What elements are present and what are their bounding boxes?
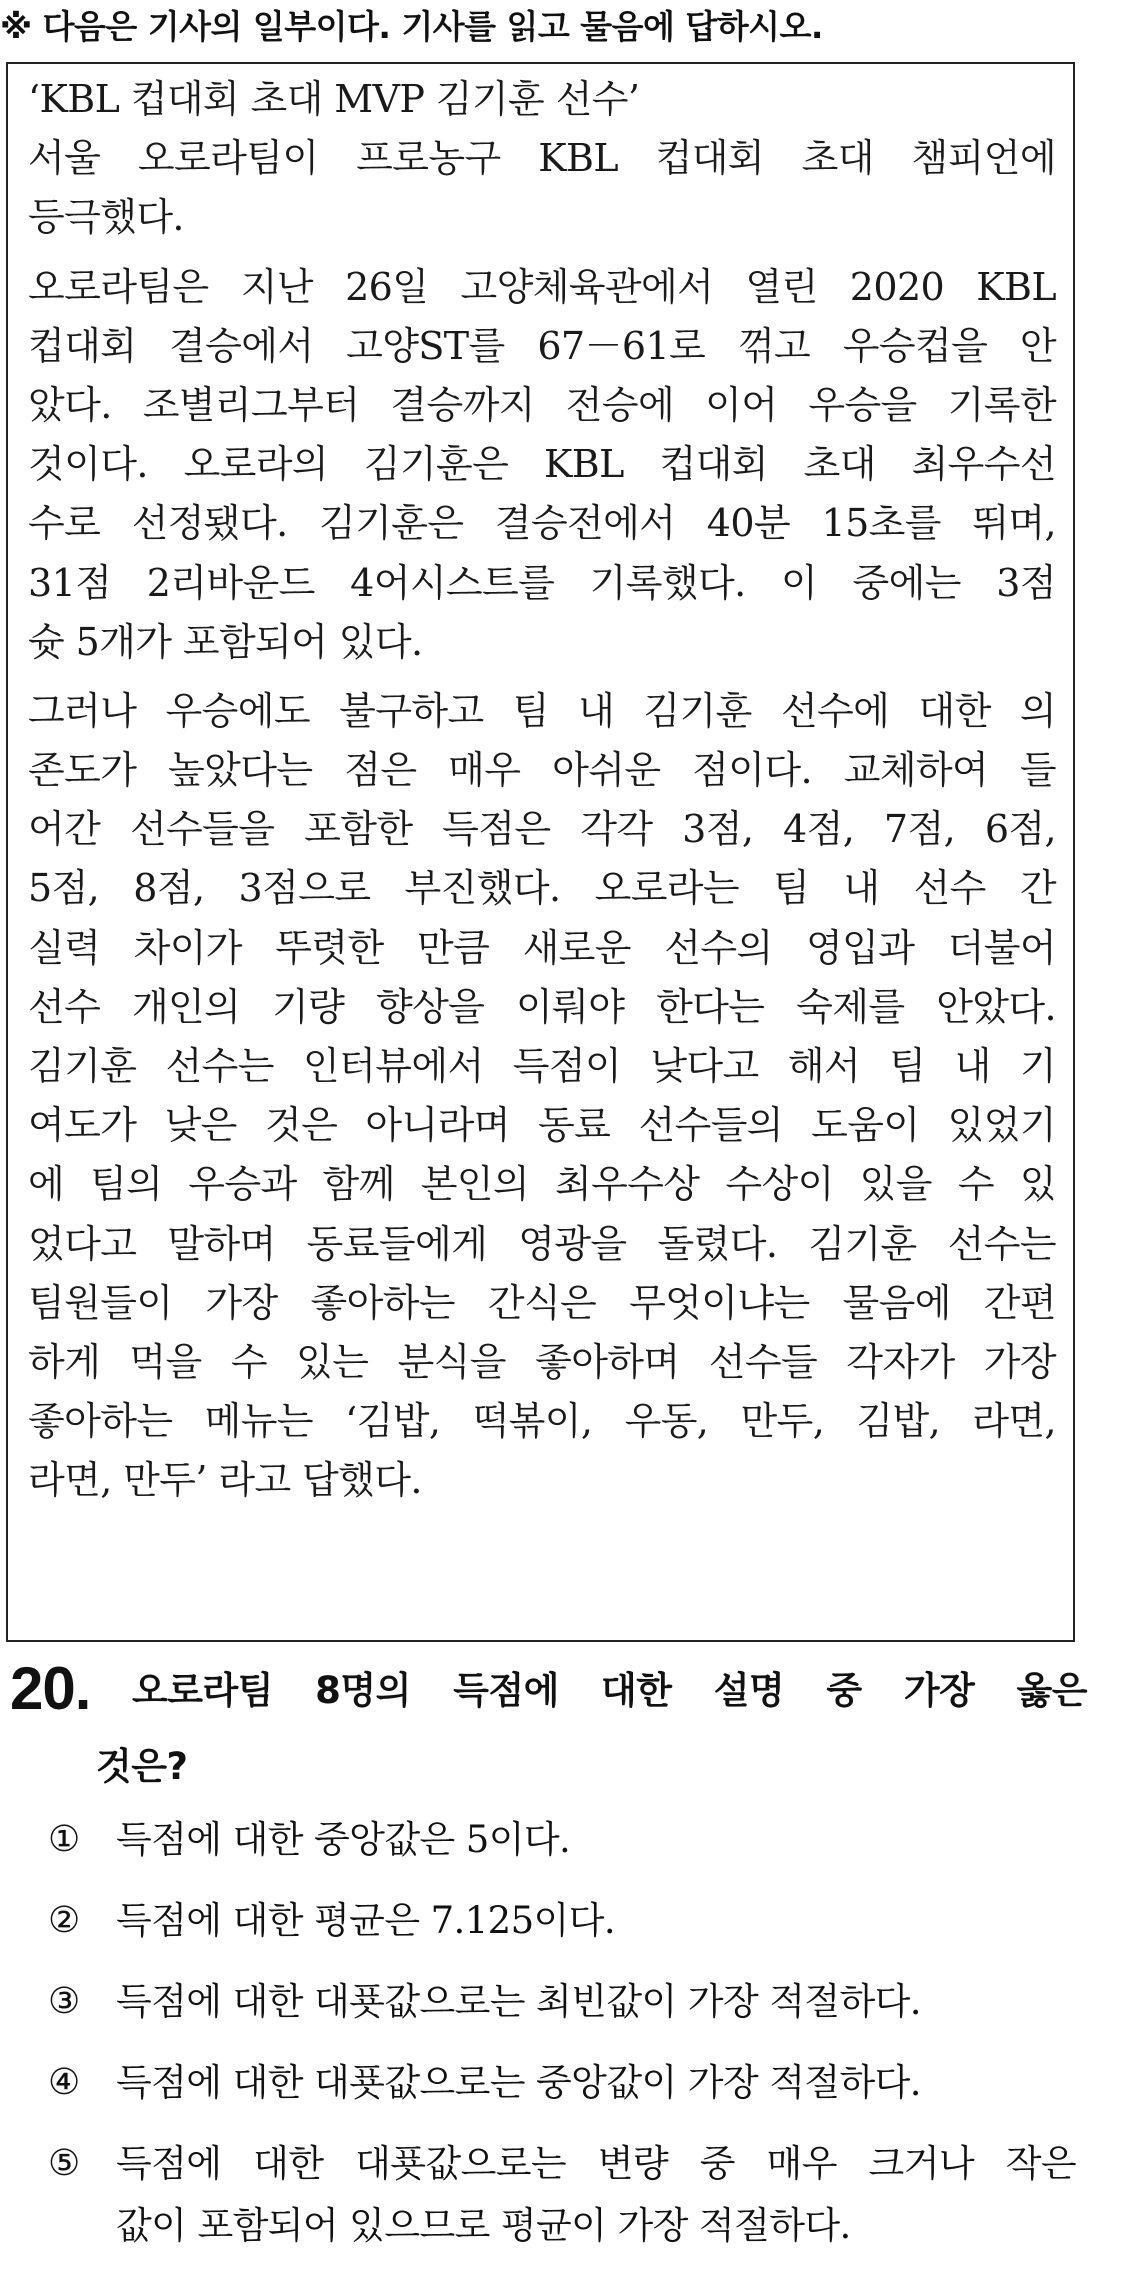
choice-text: 득점에 대한 대푯값으로는 중앙값이 가장 적절하다. [116, 2061, 921, 2104]
choice-text-line: 득점에 대한 대푯값으로는 변량 중 매우 크거나 작은 [116, 2142, 1076, 2185]
article-line: 5점, 8점, 3점으로 부진했다. 오로라는 팀 내 선수 간 [28, 866, 1056, 911]
article-line: 존도가 높았다는 점은 매우 아쉬운 점이다. 교체하여 들 [28, 748, 1056, 793]
article-line: 서울 오로라팀이 프로농구 KBL 컵대회 초대 챔피언에 [28, 136, 1056, 181]
article-line: 선수 개인의 기량 향상을 이뤄야 한다는 숙제를 안았다. [28, 984, 1056, 1029]
choice-2[interactable] [48, 1891, 1078, 1972]
question-stem-line: 오로라팀 8명의 득점에 대한 설명 중 가장 옳은 [132, 1669, 1087, 1712]
article-line: 팀원들이 가장 좋아하는 간식은 무엇이냐는 물음에 간편 [28, 1280, 1056, 1325]
article-line: 라면, 만두’ 라고 답했다. [28, 1458, 422, 1503]
article-line: 김기훈 선수는 인터뷰에서 득점이 낮다고 해서 팀 내 기 [28, 1044, 1056, 1088]
article-line: 등극했다. [28, 195, 184, 240]
article-line: 슛 5개가 포함되어 있다. [28, 619, 423, 664]
choice-text: 득점에 대한 대푯값으로는 최빈값이 가장 적절하다. [116, 1980, 921, 2023]
choice-1[interactable] [48, 1810, 1078, 1891]
article-line: 하게 먹을 수 있는 분식을 좋아하며 선수들 각자가 가장 [28, 1339, 1056, 1384]
choice-text-line: 값이 포함되어 있으므로 평균이 가장 적절하다. [116, 2204, 851, 2247]
choice-number: ⑤ [48, 2143, 81, 2184]
article-line: 어간 선수들을 포함한 득점은 각각 3점, 4점, 7점, 6점, [28, 807, 1056, 852]
article-line: 컵대회 결승에서 고양ST를 67－61로 꺾고 우승컵을 안 [28, 323, 1056, 368]
question-stem-line: 것은? [96, 1745, 188, 1788]
choice-3[interactable] [48, 1972, 1078, 2053]
question-stem [96, 1658, 1087, 1810]
choice-number: ① [48, 1819, 81, 1860]
question-number: 20. [10, 1655, 91, 1722]
choice-number: ② [48, 1900, 81, 1941]
choice-number: ④ [48, 2062, 81, 2103]
choice-5[interactable] [48, 2134, 1078, 2274]
choice-text: 득점에 대한 중앙값은 5이다. [116, 1818, 571, 1861]
article-text [28, 70, 1056, 1511]
article-line: 았다. 조별리그부터 결승까지 전승에 이어 우승을 기록한 [28, 382, 1056, 427]
choice-number: ③ [48, 1981, 81, 2022]
article-box [6, 62, 1075, 1642]
article-line: 좋아하는 메뉴는 ‘김밥, 떡볶이, 우동, 만두, 김밥, 라면, [28, 1399, 1056, 1444]
article-line: 었다고 말하며 동료들에게 영광을 돌렸다. 김기훈 선수는 [28, 1221, 1056, 1266]
article-line: 실력 차이가 뚜렷한 만큼 새로운 선수의 영입과 더불어 [28, 925, 1056, 970]
choice-4[interactable] [48, 2053, 1078, 2134]
answer-choices [48, 1810, 1078, 2274]
instruction-text: ※ 다음은 기사의 일부이다. 기사를 읽고 물음에 답하시오. [0, 7, 823, 46]
article-line: 오로라팀은 지난 26일 고양체육관에서 열린 2020 KBL [28, 264, 1056, 309]
article-line: 것이다. 오로라의 김기훈은 KBL 컵대회 초대 최우수선 [28, 442, 1056, 487]
choice-text: 득점에 대한 평균은 7.125이다. [116, 1899, 615, 1942]
article-line: 에 팀의 우승과 함께 본인의 최우수상 수상이 있을 수 있 [28, 1162, 1056, 1207]
article-line: 수로 선정됐다. 김기훈은 결승전에서 40분 15초를 뛰며, [28, 501, 1056, 546]
article-line: 여도가 낮은 것은 아니라며 동료 선수들의 도움이 있었기 [28, 1103, 1056, 1148]
article-title: ‘KBL 컵대회 초대 MVP 김기훈 선수’ [28, 77, 640, 121]
choice-text [116, 2134, 1076, 2258]
article-line: 그러나 우승에도 불구하고 팀 내 김기훈 선수에 대한 의 [28, 688, 1056, 733]
article-line: 31점 2리바운드 4어시스트를 기록했다. 이 중에는 3점 [28, 560, 1056, 605]
